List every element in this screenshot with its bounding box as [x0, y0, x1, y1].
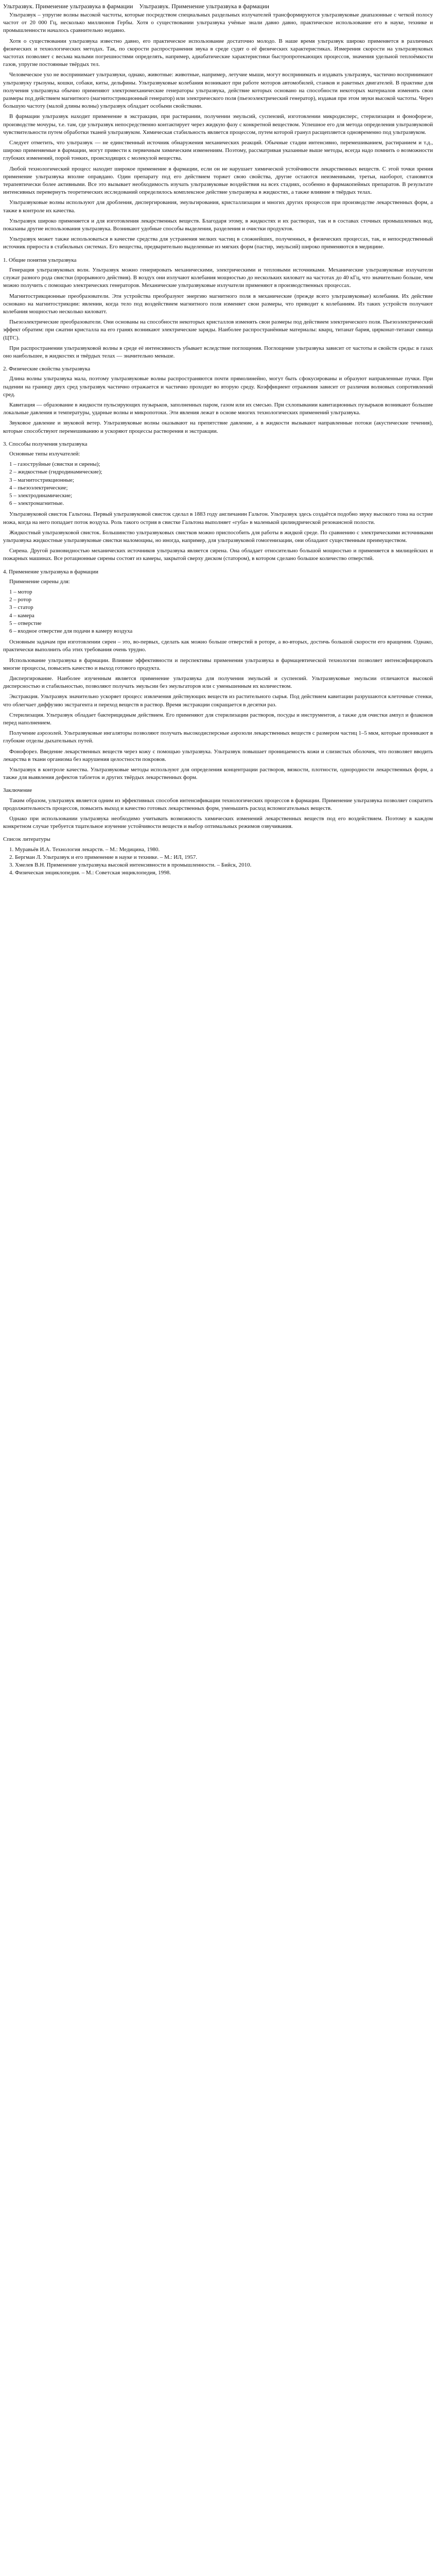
paragraph: Ультразвук в контроле качества. Ультразвуковые методы используют для определения концентрации растворов, вязкости, плотности, однородности лекарственных форм, а также для выявления дефектов таблеток и других твёрдых лекарственных форм. — [3, 767, 433, 781]
list-item: 6 – входное отверстие для подачи в камеру воздуха — [9, 628, 133, 635]
section4-body — [3, 638, 433, 782]
list-item: 4 – камера — [9, 612, 34, 619]
paragraph: Любой технологический процесс находит широкое применение в фармации, если он не нарушает химической устойчивости лекарственных веществ. С этой точки зрения применение ультразвука вполне оправдано. Один препарату под его действием торжет свою свойства, другие остаются неизменными, третьи, наоборот, становятся терапевтически более активными. Все это вызывает необходимость изучать ультразвуковые воздействия на всех стадиях, особенно в фармакопейных препаратов. В результате интенсивных перевернуть теоретических исследований определилось комплексное действие ультразвука в жидкостях, а также влияние в твёрдых телах. — [3, 165, 433, 196]
paragraph: Хотя о существовании ультразвука известно давно, его практическое использование достаточно молодо. В наше время ультразвук широко применяется в различных физических и технологических методах. Так, по скорости распространения звука в среде судят о её физических характеристиках. Измерения скорости на ультразвуковых частотах позволяет с весьма малыми погрешностями определять, например, адиабатические характеристики быстропротекающих процессов, значения удельной теплоёмкости газов, упругие постоянные твёрдых тел. — [3, 38, 433, 68]
paragraph: Следует отметить, что ультразвук — не единственный источник обнаружения механических реакций. Обычные стадии интенсивно, перемешиванием, растиранием и т.д., широко применяемые в фармации, могут привести к первичным химическим изменениям. Поэтому, рассматривая указанные выше методы, всегда надо помнить о возможности глубоких изменений, порой тонких, происходящих с молекулой вещества. — [3, 140, 433, 162]
section2-body — [3, 375, 433, 435]
references-list — [3, 846, 433, 877]
list-item: 4. Физическая энциклопедия. – М.: Советская энциклопедия, 1998. — [9, 870, 171, 876]
paragraph: Ультразвуковой свисток Гальтона. Первый ультразвуковой свисток сделал в 1883 году англичанин Гальтон. Ультразвук здесь создаётся подобно звуку высокого тона на острие ножа, когда на него попадает поток воздуха. Роль такого острия в свистке Гальтона выполняет «губа» в маленькой цилиндрической резонансной полости. — [3, 511, 433, 526]
paragraph: Пьезоэлектрические преобразователи. Они основаны на способности некоторых кристаллов изменять свои размеры под действием электрического поля. Пьезоэлектрический эффект обратим: при сжатии кристалла на его гранях возникают электрические заряды. Наиболее распространённые материалы: кварц, титанат бария, цирконат-титанат свинца (ЦТС). — [3, 319, 433, 341]
list-item: 4 – пьезоэлектрические; — [9, 484, 68, 491]
list-item: 2 – жидкостные (гидродинамические); — [9, 469, 102, 476]
section4-heading: 4. Применение ультразвука в фармации — [3, 568, 98, 575]
paragraph: Ультразвук может также использоваться в качестве средства для устранения мелких частиц в сложнейших, полученных, в физических процессах, так, и непосредственный источник прироста в стабильных системах. Его вещества, предварительно выделенные из мягких форм (пастир, эмульсий) широко применяются в медицине. — [3, 236, 433, 250]
conclusion-body — [3, 797, 433, 831]
list-item: 3. Хмелев В.Н. Применение ультразвука высокой интенсивности в промышленности. – Бийск, 2010. — [9, 862, 252, 869]
paragraph: Таким образом, ультразвук является одним из эффективных способов интенсификации технологических процессов в фармации. Применение ультразвука позволяет сократить продолжительность процессов, повысить выход и качество готовых лекарственных форм, уменьшить расход вспомогательных веществ. — [3, 797, 433, 811]
paragraph: В фармации ультразвук находит применение в экстракции, при растирании, получении эмульсий, суспензий, изготовлении микродисперс, стерилизации и фонофорезе, производстве мочуры, т.е. там, где ультразвук непосредственно контактирует через жидкую фазу с конкретной веществом. Успешное его для метода определения ультразвуковой чувствительности путем обработки тканей ультразвуком. Химическая стабильность является процессом, путем которой гранул расщепляется одновременно под ультразвуком. — [3, 113, 433, 135]
intro-section — [3, 11, 433, 251]
paragraph: Генерация ультразвуковых волн. Ультразвук можно генерировать механическими, электрическими и тепловыми источниками. Механические ультразвуковые излучатели служат разного рода свистки (прорывного действия). В воздух они излучают колебания мощностью до нескольких киловатт на частотах до 40 кГц, что значительно больше, чем можно получить с помощью электрических генераторов. Механические ультразвуковые излучатели применяют в производственных процессах. — [3, 266, 433, 289]
paragraph: Стерилизация. Ультразвук обладает бактерицидным действием. Его применяют для стерилизации растворов, посуды и инструментов, а также для очистки ампул и флаконов перед наполнением. — [3, 711, 433, 726]
list-item: 5 – отверстие — [9, 620, 42, 626]
document-title-suffix: Ультразвук. Применение ультразвука в фармации — [139, 3, 269, 10]
siren-parts-list — [3, 588, 433, 635]
list-item: 5 – электродинамические; — [9, 492, 73, 499]
section1-heading: 1. Общие понятия ультразвука — [3, 257, 77, 263]
paragraph: Жидкостный ультразвуковой свисток. Большинство ультразвуковых свистков можно приспособить для работы в жидкой среде. По сравнению с электрическими источниками ультразвука жидкостные ультразвуковые свистки маломощны, но иногда, например, для ультразвуковой гомогенизации, они обладают существенным преимуществом. — [3, 529, 433, 544]
document-title-prefix: Ультразвук. Применение ультразвука в фармации — [3, 3, 133, 10]
list-item: 1 – мотор — [9, 589, 32, 595]
paragraph: Ультразвук широко применяется и для изготовления лекарственных веществ. Благодаря этому, в жидкостях и их растворах, так и в составах сточных промышленных вод, показаны другие использования ультразвука. Возникают удобные способы выделения, разделения и очистки продуктов. — [3, 217, 433, 232]
list-item: 3 – магнитострикционные; — [9, 477, 74, 483]
paragraph: Получение аэрозолей. Ультразвуковые ингаляторы позволяют получать высокодисперсные аэрозоли лекарственных веществ с размером частиц 1–5 мкм, которые проникают в глубокие отделы дыхательных путей. — [3, 730, 433, 744]
list-item: 2 – ротор — [9, 597, 32, 603]
paragraph: Ультразвуковые волны используют для дробления, диспергирования, эмульгирования, кристаллизации и многих других процессов при производстве лекарственных форм, а также в контроле их качества. — [3, 199, 433, 214]
list-label: Основные типы излучателей: — [9, 450, 80, 457]
emitter-type-list — [3, 461, 433, 507]
section3-body — [3, 511, 433, 563]
paragraph: Магнитострикционные преобразователи. Эти устройства преобразуют энергию магнитного поля в механические (прежде всего ультразвуковые) колебания. Их действие основано на магнитострикции: явлении, когда тело под воздействием магнитного поля изменяет свои размеры, что приводит к колебаниям. Из таких устройств получают колебания мощностью несколько киловатт. — [3, 293, 433, 315]
list-item: 2. Бергман Л. Ультразвук и его применение в науке и технике. – М.: ИЛ, 1957. — [9, 854, 197, 860]
references-heading: Список литературы — [3, 836, 50, 843]
section2-heading: 2. Физические свойства ультразвука — [3, 366, 91, 372]
paragraph: Человеческое ухо не воспринимает ультразвуки, однако, животные: животные, например, летучие мыши, могут воспринимать и издавать ультразвук, частично воспринимают ультразвуку грызуны, кошки, собаки, киты, дельфины. Ультразвуковые колебания возникают при работе моторов автомобилей, станков и ракетных двигателей. В практике для получения ультразвука обычно применяют электромеханические генераторы ультразвука, действие которых основано на способности некоторых материалов изменять свои размеры под действием магнитного (магнитострикционный генератор) или электрического поля (пьезоэлектрический генератор), издавая при этом звуки высокой частоты. Через большую частоту (малой длины волны) ультразвук обладает особыми свойствами. — [3, 72, 433, 110]
conclusion-heading: Заключение — [3, 787, 32, 794]
list-item: 1. Муравьёв И.А. Технология лекарств. – М.: Медицина, 1980. — [9, 846, 160, 853]
paragraph: Однако при использовании ультразвука необходимо учитывать возможность химических изменений лекарственных веществ под его воздействием. Поэтому в каждом конкретном случае требуется тщательное изучение устойчивости веществ и выбор оптимальных режимов озвучивания. — [3, 816, 433, 830]
document-title — [3, 2, 433, 10]
paragraph: Длина волны ультразвука мала, поэтому ультразвуковые волны распространяются почти прямолинейно, могут быть сфокусированы и образуют направленные пучки. При падении на границу двух сред ультразвук частично отражается и частично проходит во вторую среду. Коэффициент отражения зависит от различия волновых сопротивлений сред. — [3, 376, 433, 398]
list-item: 6 – электромагнитные. — [9, 500, 64, 507]
list2-label: Применение сирены для: — [9, 578, 70, 585]
page-end — [3, 880, 433, 881]
list-item: 3 – статор — [9, 604, 33, 611]
paragraph: Основным задачам при изготовлении сирен – это, во-первых, сделать как можно больше отверстий в роторе, а во-вторых, достичь большой скорости его вращения. Однако, практически выполнить оба этих требования очень трудно. — [3, 639, 433, 653]
document-page — [0, 0, 436, 886]
section1-body — [3, 266, 433, 360]
paragraph: Ультразвук – упругие волны высокой частоты, которые посредством специальных раздельных излучателей трансформируются ультразвуковые диапазонные с четкой полосу частот от 20 000 Гц, несколько миллионов Гербы. Хотя о существовании ультразвука учёные знали давно давно, практическое использование его в науке, технике и промышленности началось сравнительно недавно. — [3, 12, 433, 34]
section3-heading: 3. Способы получения ультразвука — [3, 440, 88, 447]
paragraph: Звуковое давление и звуковой ветер. Ультразвуковые волны оказывают на препятствие давление, а в жидкости вызывают направленные потоки (акустические течения), которые способствуют перемешиванию и ускоряют процессы растворения и экстракции. — [3, 420, 433, 434]
list-item: 1 – газоструйные (свистки и сирены); — [9, 461, 100, 468]
paragraph: Диспергирование. Наиболее изученным является применение ультразвука для получения эмульсий и суспензий. Ультразвуковые эмульсии отличаются высокой дисперсностью и стабильностью, позволяют получать эмульсии без эмульгаторов или с уменьшенным их количеством. — [3, 675, 433, 690]
paragraph: Использование ультразвука в фармации. Влияние эффективности и перспективы применения ультразвука в фармацевтической технологии позволяет интенсифицировать многие процессы, повысить качество и выход готового продукта. — [3, 657, 433, 671]
paragraph: Экстракция. Ультразвук значительно ускоряет процесс извлечения действующих веществ из растительного сырья. Под действием кавитации разрушаются клеточные стенки, что облегчает диффузию экстрагента и переход веществ в раствор. Время экстракции сокращается в десятки раз. — [3, 693, 433, 708]
paragraph: Кавитация — образование в жидкости пульсирующих пузырьков, заполненных паром, газом или их смесью. При схлопывании кавитационных пузырьков возникают большие локальные давления и температуры, ударные волны и микропотоки. Эти явления лежат в основе многих технологических применений ультразвука. — [3, 401, 433, 416]
paragraph: Сирена. Другой разновидностью механических источников ультразвука является сирена. Она обладает относительно большой мощностью и применяется в милицейских и пожарных машинах. Все ротационные сирены состоят из камеры, закрытой сверху диском (статором), в котором сделано большое количество отверстий. — [3, 548, 433, 562]
paragraph: Фонофорез. Введение лекарственных веществ через кожу с помощью ультразвука. Ультразвук повышает проницаемость кожи и слизистых оболочек, что позволяет вводить лекарства в ткани организма без нарушения целостности покровов. — [3, 748, 433, 762]
paragraph: При распространении ультразвуковой волны в среде её интенсивность убывает вследствие поглощения. Поглощение ультразвука зависит от частоты и свойств среды: в газах оно наибольшее, в жидкостях и твёрдых телах — значительно меньше. — [3, 345, 433, 359]
